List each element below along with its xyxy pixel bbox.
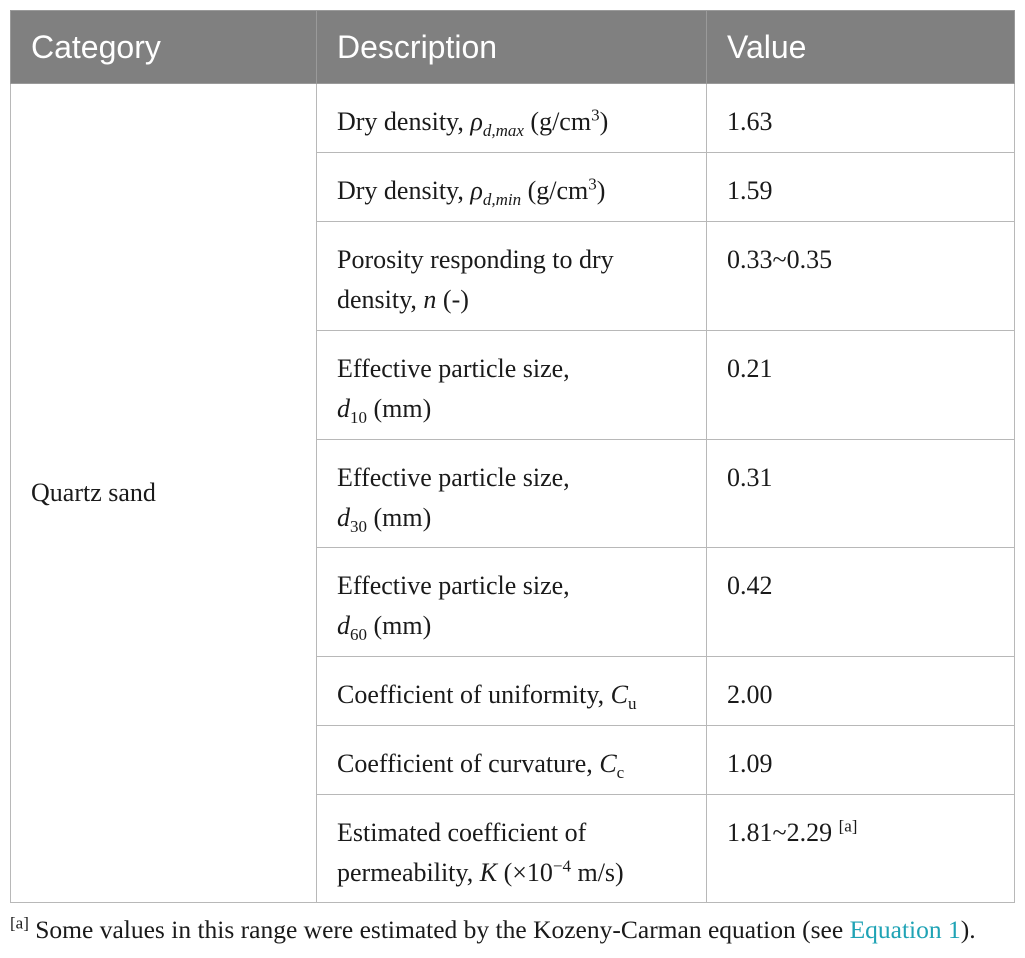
description-cell: Dry density, $\rho_{d,min}$ $(g/cm^3)$ (317, 153, 707, 222)
value-cell: 0.42 (707, 548, 1015, 657)
description-cell: Effective particle size, $d_{10}$ (mm) (317, 331, 707, 440)
value-cell: 1.59 (707, 153, 1015, 222)
description-cell: Porosity responding to dry density, n (-) (317, 222, 707, 331)
description-cell: Coefficient of curvature, $C_c$ (317, 726, 707, 795)
value-cell: 0.33~0.35 (707, 222, 1015, 331)
description-cell: Estimated coefficient of permeability, K ($\times 10^{-4}$ m/s) (317, 795, 707, 903)
header-category: Category (11, 11, 317, 84)
value-cell: 2.00 (707, 657, 1015, 726)
description-cell: Effective particle size, $d_{30}$ (mm) (317, 440, 707, 548)
header-value: Value (707, 11, 1015, 84)
header-description: Description (317, 11, 707, 84)
properties-table (10, 10, 1015, 903)
value-cell: 1.81~2.29 [a] (707, 795, 1015, 903)
value-cell: 1.09 (707, 726, 1015, 795)
footnote-marker: [a] (10, 913, 29, 933)
description-cell: Dry density, $\rho_{d,max}$ $(g/cm^3)$ (317, 84, 707, 153)
footnote-ref: [a] (838, 816, 858, 836)
table-footnote: [a] Some values in this range were estimated by the Kozeny-Carman equation (see Equation 1). (10, 913, 976, 944)
header-row (11, 11, 1015, 84)
equation-link[interactable]: Equation 1 (849, 915, 961, 944)
value-cell: 1.63 (707, 84, 1015, 153)
table-row (11, 84, 1015, 153)
value-cell: 0.21 (707, 331, 1015, 440)
description-cell: Effective particle size, $d_{60}$ (mm) (317, 548, 707, 657)
value-cell: 0.31 (707, 440, 1015, 548)
category-cell: Quartz sand (11, 84, 317, 903)
description-cell: Coefficient of uniformity, $C_u$ (317, 657, 707, 726)
